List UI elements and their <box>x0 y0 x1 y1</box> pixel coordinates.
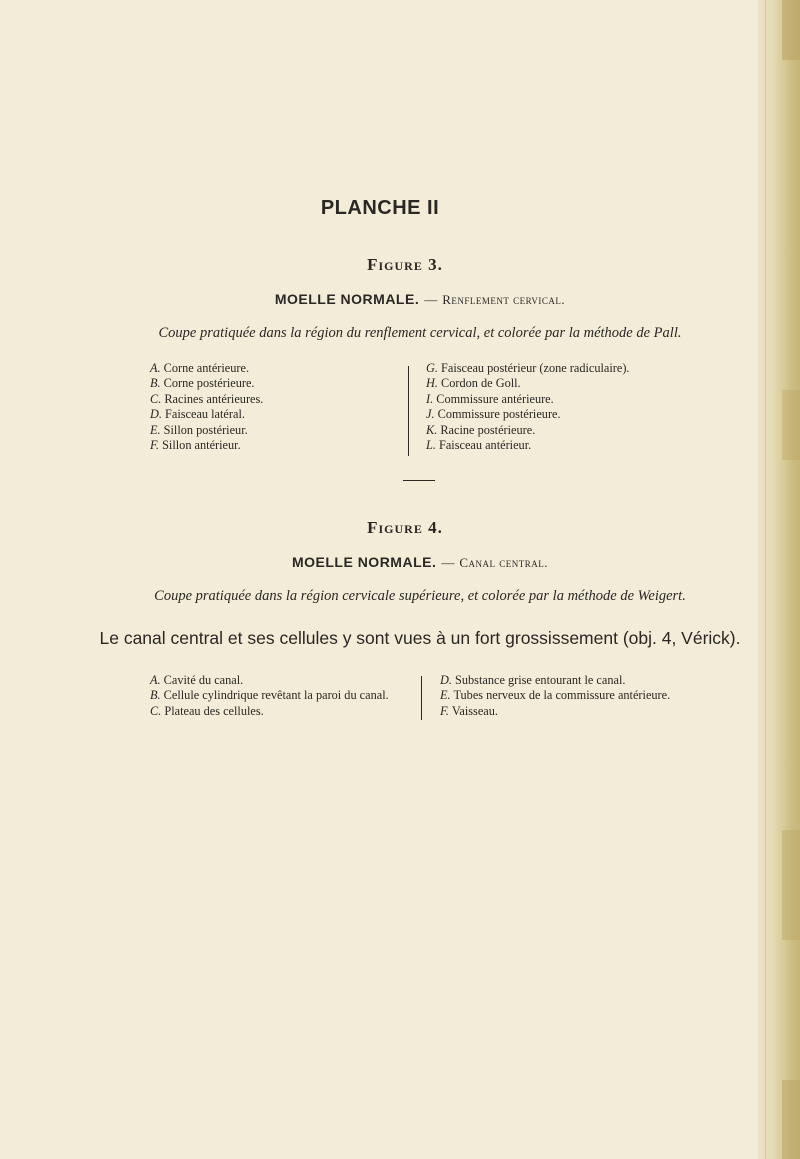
figure-4-subject-separator: — <box>441 555 455 570</box>
legend-item: F. Sillon antérieur. <box>150 438 241 453</box>
legend-item: E. Sillon postérieur. <box>150 422 248 437</box>
legend-item: A. Corne antérieure. <box>150 361 250 375</box>
figure-4-legend-right <box>440 673 670 719</box>
legend-item: E. Tubes nerveux de la commissure antérieure. <box>440 688 671 703</box>
section-divider <box>403 480 435 481</box>
figure-4-subject-main: MOELLE NORMALE. <box>291 554 437 570</box>
figure-3-subject-sub: Renflement cervical. <box>442 292 566 307</box>
legend-item: A. Cavité du canal. <box>150 673 244 687</box>
figure-4-magnification-note: Le canal central et ses cellules y sont vues à un fort grossissement (obj. 4, Vérick). <box>99 628 741 648</box>
legend-item: L. Faisceau antérieur. <box>426 438 532 453</box>
legend-item: B. Cellule cylindrique revêtant la paroi du canal. <box>150 688 389 703</box>
figure-4-heading: Figure 4. <box>367 518 443 537</box>
figure-3-subject-separator: — <box>424 292 438 307</box>
page-edge-band <box>782 1080 800 1159</box>
figure-3-subject-main: MOELLE NORMALE. <box>274 291 420 307</box>
legend-item: F. Vaisseau. <box>440 703 498 718</box>
legend-item: C. Racines antérieures. <box>150 391 264 406</box>
legend-item: G. Faisceau postérieur (zone radiculaire). <box>426 361 630 375</box>
legend-item: H. Cordon de Goll. <box>426 376 521 391</box>
figure-4-legend-divider <box>421 676 422 720</box>
legend-item: D. Substance grise entourant le canal. <box>440 673 626 687</box>
figure-3-legend-right <box>426 361 630 453</box>
figure-4-subject <box>0 554 800 571</box>
legend-item: D. Faisceau latéral. <box>150 407 245 422</box>
figure-4-description: Coupe pratiquée dans la région cervicale supérieure, et colorée par la méthode de Weigert. <box>154 588 686 604</box>
legend-item: J. Commissure postérieure. <box>426 407 561 422</box>
figure-3-subject <box>0 291 800 308</box>
page-edge-line <box>765 0 766 1159</box>
plate-title: PLANCHE II <box>320 197 440 219</box>
figure-3-legend-left <box>150 361 263 453</box>
legend-item: B. Corne postérieure. <box>150 376 255 391</box>
legend-item: C. Plateau des cellules. <box>150 703 264 718</box>
legend-item: I. Commissure antérieure. <box>426 391 554 406</box>
figure-3-legend-divider <box>408 366 409 456</box>
figure-4-legend-left <box>150 673 389 719</box>
page-edge-band <box>782 390 800 460</box>
figure-3-description: Coupe pratiquée dans la région du renflement cervical, et colorée par la méthode de Pall. <box>158 325 682 341</box>
page-edge-band <box>782 0 800 60</box>
legend-item: K. Racine postérieure. <box>426 422 536 437</box>
figure-4-subject-sub: Canal central. <box>459 555 549 570</box>
page-edge-band <box>782 830 800 940</box>
figure-3-heading: Figure 3. <box>367 255 443 274</box>
